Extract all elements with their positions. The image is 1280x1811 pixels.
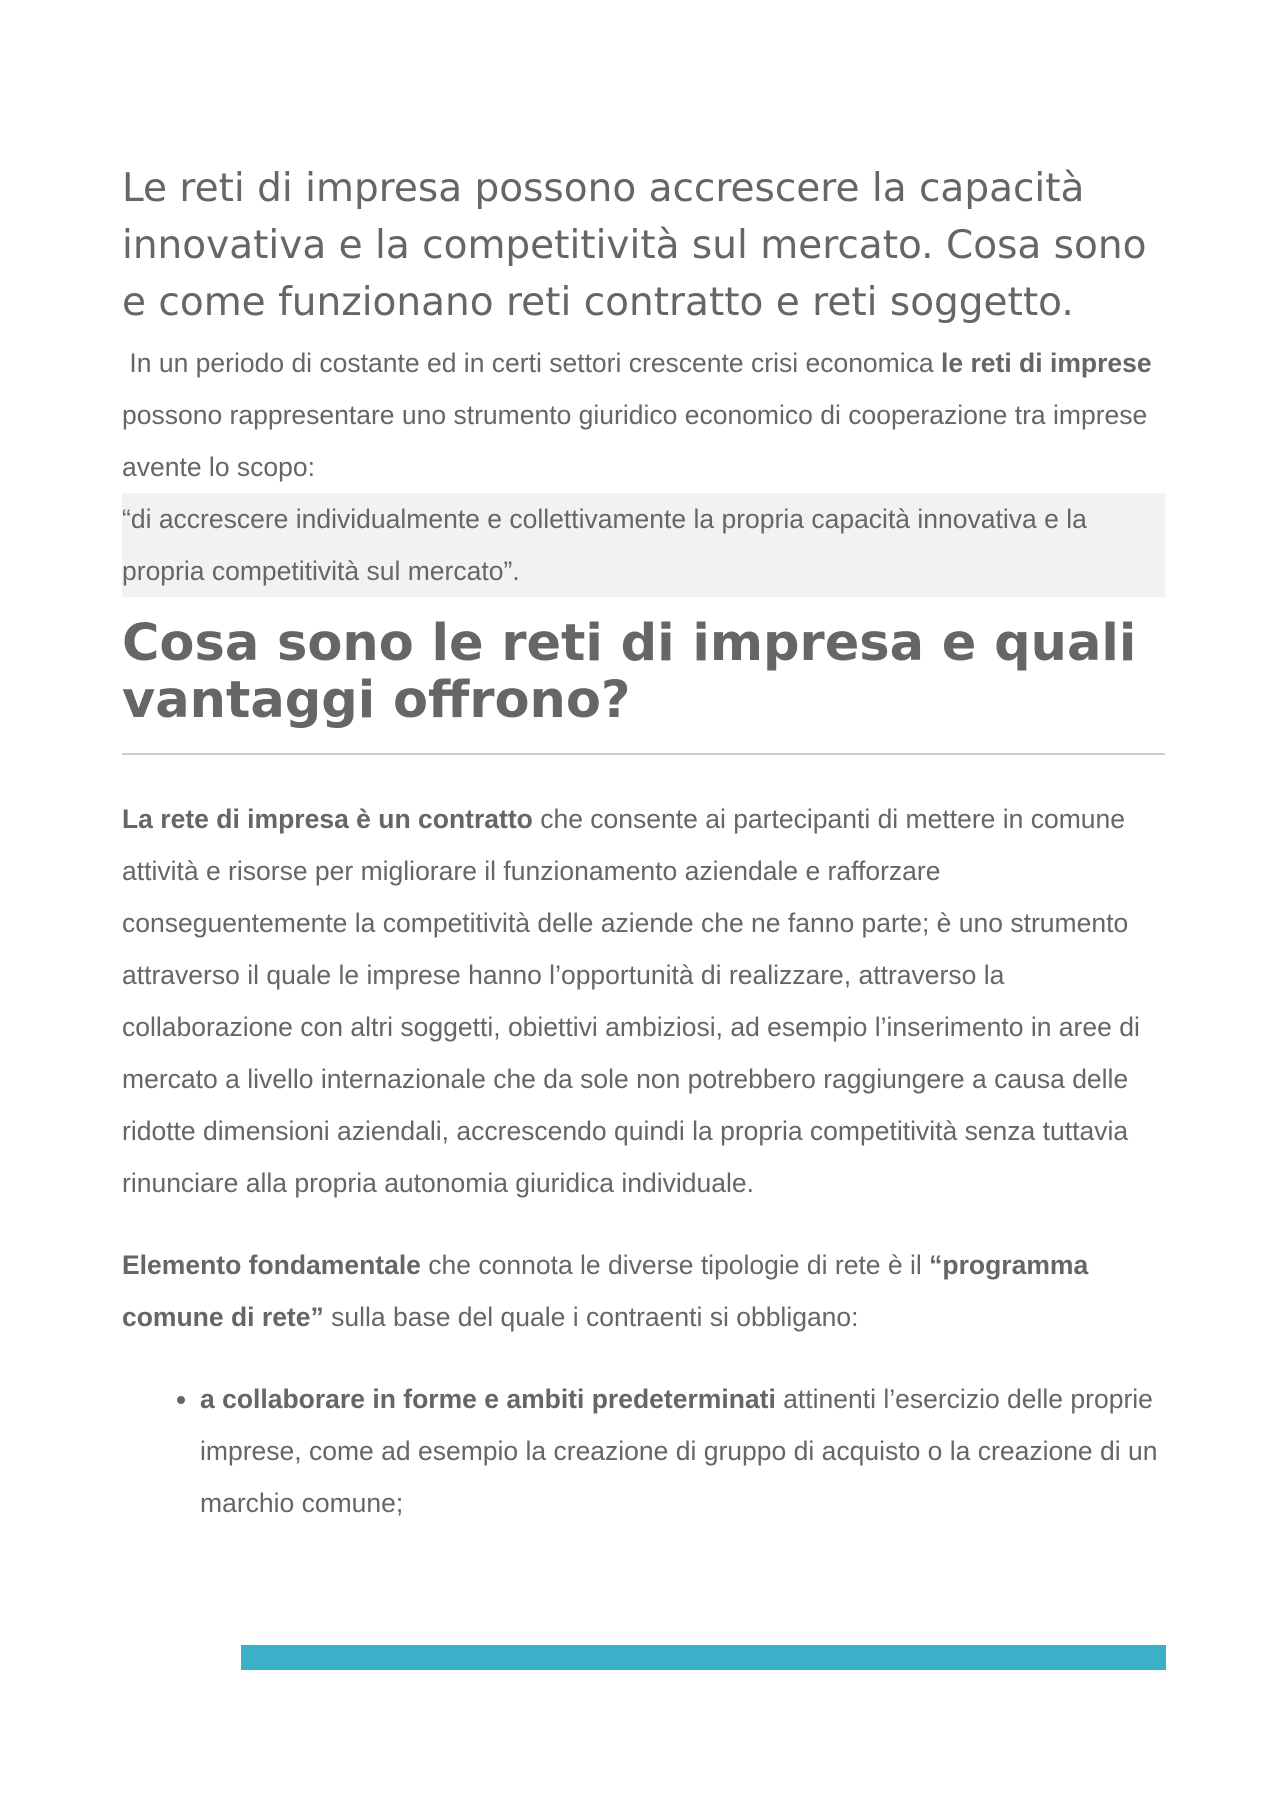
paragraph-2-text-2: sulla base del quale i contraenti si obbligano: [323,1302,859,1332]
lead-text: Le reti di impresa possono accrescere la capacità innovativa e la competitività sul mercato. Cosa sono e come funzionano reti contratto e reti soggetto. [122,166,1147,325]
document-page [122,160,1165,1529]
paragraph-2-bold-1: Elemento fondamentale [122,1250,421,1280]
paragraph-2 [122,1239,1165,1343]
intro-text-after: possono rappresentare uno strumento giuridico economico di cooperazione tra imprese avente lo scopo: [122,400,1148,482]
list-item [200,1373,1165,1529]
accent-bar [241,1645,1166,1670]
obligations-list [122,1373,1165,1529]
paragraph-1-bold: La rete di impresa è un contratto [122,804,533,834]
heading-divider [122,753,1165,755]
paragraph-1-text: che consente ai partecipanti di mettere in comune attività e risorse per migliorare il funzionamento aziendale e rafforzare conseguentemente la competitività delle aziende che ne fanno parte; è uno strumento attraverso il quale le imprese hanno l’opportunità di realizzare, attraverso la collaborazione con altri soggetti, obiettivi ambiziosi, ad esempio l’inserimento in aree di mercato a livello internazionale che da sole non potrebbero raggiungere a causa delle ridotte dimensioni aziendali, accrescendo quindi la propria competitività senza tuttavia rinunciare alla propria autonomia giuridica individuale. [122,804,1140,1198]
paragraph-1 [122,793,1165,1209]
paragraph-2-bold-2: “programma comune di rete” [122,1250,1089,1332]
intro-bold: le reti di imprese [940,348,1152,378]
section-heading: Cosa sono le reti di impresa e quali vantaggi offrono? [122,614,1137,730]
quote-block: “di accrescere individualmente e collettivamente la propria capacità innovativa e la propria competitività sul mercato”. [122,493,1165,597]
intro-text-before: In un periodo di costante ed in certi settori crescente crisi economica [129,348,941,378]
paragraph-2-text-1: che connota le diverse tipologie di rete è il [420,1250,930,1280]
list-item-text: attinenti l’esercizio delle proprie imprese, come ad esempio la creazione di gruppo di acquisto o la creazione di un marchio comune; [200,1384,1158,1518]
list-item-bold: a collaborare in forme e ambiti predeterminati [200,1384,776,1414]
intro-paragraph [122,337,1165,493]
